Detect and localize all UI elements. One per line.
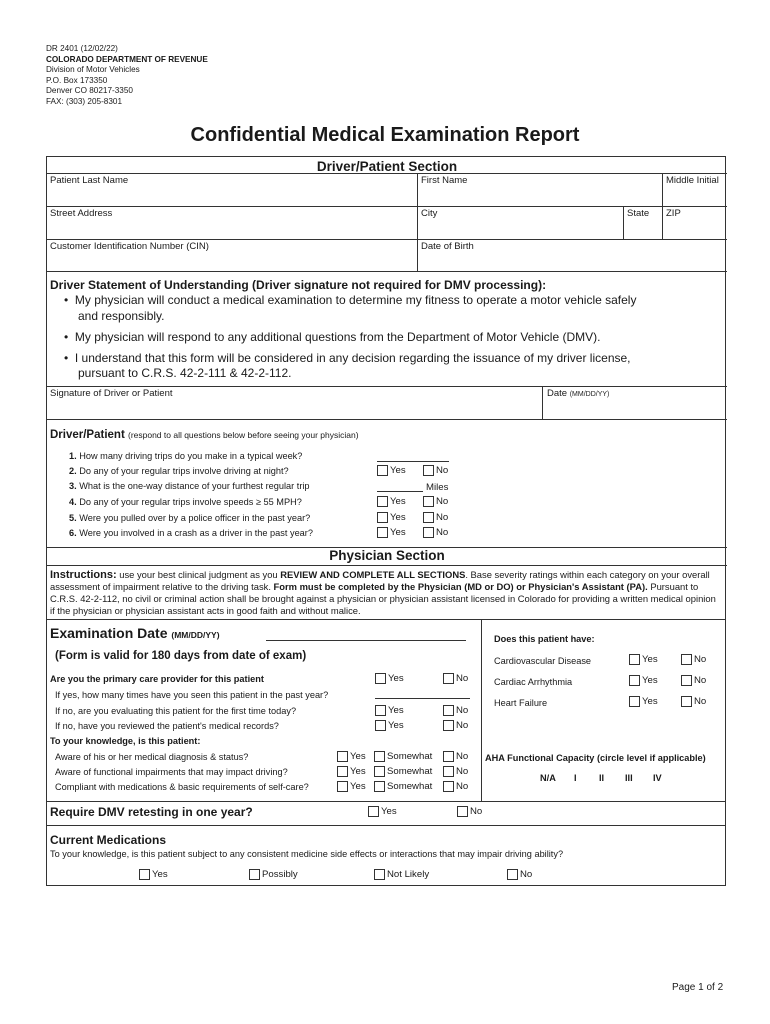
aware-diagnosis-question: Aware of his or her medical diagnosis & status?: [55, 752, 249, 762]
option-label: No: [456, 673, 469, 685]
option-label: Yes: [381, 806, 397, 818]
checkbox[interactable]: [337, 751, 348, 762]
first-time-question: If no, are you evaluating this patient for the first time today?: [55, 706, 297, 716]
option-label: No: [436, 512, 449, 524]
city-line: Denver CO 80217-3350: [46, 86, 133, 96]
pcp-question: Are you the primary care provider for this patient: [50, 674, 264, 684]
option-label: Yes: [350, 781, 366, 793]
option-label: Yes: [388, 720, 404, 732]
option-label: Yes: [388, 673, 404, 685]
option-label: No: [456, 781, 469, 793]
checkbox[interactable]: [375, 673, 386, 684]
option-label: No: [694, 675, 707, 687]
statement-text: My physician will respond to any additional questions from the Department of Motor Vehicle (DMV).: [74, 330, 601, 344]
checkbox[interactable]: [681, 675, 692, 686]
checkbox[interactable]: [375, 720, 386, 731]
statement-text: My physician will conduct a medical examination to determine my fitness to operate a motor vehicle safely: [74, 293, 637, 307]
aha-level-iii[interactable]: III: [625, 773, 633, 783]
checkbox[interactable]: [443, 705, 454, 716]
checkbox[interactable]: [139, 869, 150, 880]
divider: [623, 206, 624, 239]
option-label: Yes: [390, 512, 406, 524]
meds-possibly[interactable]: [249, 869, 298, 880]
checkbox[interactable]: [629, 675, 640, 686]
checkbox[interactable]: [443, 766, 454, 777]
checkbox[interactable]: [507, 869, 518, 880]
compliant-somewhat[interactable]: [374, 781, 432, 792]
q2-no[interactable]: [423, 465, 448, 476]
checkbox[interactable]: [337, 781, 348, 792]
middle-initial-label: Middle Initial: [666, 175, 719, 186]
checkbox[interactable]: [423, 465, 434, 476]
q5-yes[interactable]: [377, 512, 406, 523]
cardio-yes[interactable]: [629, 654, 658, 665]
page-number: Page 1 of 2: [672, 982, 724, 993]
checkbox[interactable]: [629, 654, 640, 665]
q4-no[interactable]: [423, 496, 448, 507]
driver-questions-heading: [50, 429, 359, 441]
retest-no[interactable]: [457, 806, 482, 817]
question-number: 2.: [69, 466, 77, 476]
aware-dx-yes[interactable]: [337, 751, 366, 762]
state-label: State: [627, 208, 650, 219]
arrhythmia-yes[interactable]: [629, 675, 658, 686]
department-name: COLORADO DEPARTMENT OF REVENUE: [46, 54, 208, 64]
checkbox[interactable]: [374, 869, 385, 880]
aha-level-ii[interactable]: II: [599, 773, 605, 783]
option-label: No: [470, 806, 483, 818]
checkbox[interactable]: [374, 781, 385, 792]
reviewed-no[interactable]: [443, 720, 468, 731]
aha-heading: AHA Functional Capacity (circle level if applicable): [485, 753, 706, 763]
instructions-label: Instructions:: [50, 569, 117, 581]
divider: [47, 419, 727, 420]
checkbox[interactable]: [629, 696, 640, 707]
date-format: (MM/DD/YY): [569, 391, 610, 398]
aha-level-iv[interactable]: IV: [653, 773, 662, 783]
statement-bullet-3: • I understand that this form will be considered in any decision regarding the issuance of my driver license,: [64, 351, 631, 365]
divider: [417, 173, 418, 271]
option-label: Somewhat: [387, 751, 433, 763]
instructions-text: REVIEW AND COMPLETE ALL SECTIONS: [280, 569, 466, 580]
checkbox[interactable]: [443, 720, 454, 731]
option-label: No: [694, 654, 707, 666]
option-label: Yes: [152, 869, 168, 881]
question-1: [69, 451, 302, 461]
checkbox[interactable]: [377, 496, 388, 507]
option-label: No: [436, 527, 449, 539]
pcp-yes[interactable]: [375, 673, 404, 684]
aware-fi-yes[interactable]: [337, 766, 366, 777]
option-label: Yes: [390, 465, 406, 477]
divider: [47, 565, 727, 566]
option-label: Yes: [390, 527, 406, 539]
trips-answer-line[interactable]: [377, 461, 449, 462]
last-name-label: Patient Last Name: [50, 175, 129, 186]
statement-bullet-2: • My physician will respond to any additional questions from the Department of Motor Vehicle (DMV).: [64, 330, 601, 344]
arrhythmia-no[interactable]: [681, 675, 706, 686]
question-6: [69, 528, 313, 538]
aware-fi-somewhat[interactable]: [374, 766, 432, 777]
heading-note: (respond to all questions below before seeing your physician): [127, 430, 359, 440]
physician-section-heading: Physician Section: [329, 548, 445, 563]
first-time-no[interactable]: [443, 705, 468, 716]
aha-level-na[interactable]: N/A: [540, 773, 556, 783]
checkbox[interactable]: [423, 512, 434, 523]
cin-label: Customer Identification Number (CIN): [50, 241, 209, 252]
division-name: Division of Motor Vehicles: [46, 65, 140, 75]
option-label: No: [456, 751, 469, 763]
first-time-yes[interactable]: [375, 705, 404, 716]
question-number: 6.: [69, 528, 77, 538]
checkbox[interactable]: [368, 806, 379, 817]
compliant-no[interactable]: [443, 781, 468, 792]
meds-not-likely[interactable]: [374, 869, 429, 880]
checkbox[interactable]: [374, 751, 385, 762]
option-label: Somewhat: [387, 781, 433, 793]
divider: [47, 271, 727, 272]
divider: [46, 801, 726, 802]
option-label: Yes: [642, 675, 658, 687]
question-5: [69, 513, 310, 523]
form-id: DR 2401 (12/02/22): [46, 44, 118, 53]
checkbox[interactable]: [457, 806, 468, 817]
medications-question: To your knowledge, is this patient subject to any consistent medicine side effects or interactions that may impair driving ability?: [50, 849, 564, 859]
question-text: Were you pulled over by a police officer in the past year?: [79, 513, 311, 523]
q6-yes[interactable]: [377, 527, 406, 538]
distance-answer-line[interactable]: [377, 491, 423, 492]
statement-bullet-1: • My physician will conduct a medical examination to determine my fitness to operate a motor vehicle safely: [64, 293, 637, 307]
divider: [46, 619, 726, 620]
option-label: Yes: [388, 705, 404, 717]
option-label: Yes: [642, 696, 658, 708]
street-label: Street Address: [50, 208, 113, 219]
divider: [47, 173, 727, 174]
option-label: Yes: [350, 751, 366, 763]
instructions-text: Form must be completed by the Physician (MD or DO) or Physician's Assistant (PA).: [273, 581, 648, 592]
form-header: [46, 44, 208, 108]
checkbox[interactable]: [375, 705, 386, 716]
option-label: Possibly: [262, 869, 298, 881]
question-text: Do any of your regular trips involve driving at night?: [79, 466, 289, 476]
po-box: P.O. Box 173350: [46, 75, 108, 85]
question-number: 4.: [69, 497, 77, 507]
divider: [662, 173, 663, 206]
aware-fi-no[interactable]: [443, 766, 468, 777]
divider: [46, 825, 726, 826]
checkbox[interactable]: [423, 496, 434, 507]
option-label: No: [436, 496, 449, 508]
exam-date-label: [50, 625, 220, 641]
question-number: 3.: [69, 481, 77, 491]
times-seen-input[interactable]: [375, 698, 470, 699]
checkbox[interactable]: [681, 654, 692, 665]
retest-question: Require DMV retesting in one year?: [50, 805, 253, 819]
cardio-no[interactable]: [681, 654, 706, 665]
divider: [481, 619, 482, 801]
question-3: [69, 481, 310, 491]
divider: [542, 386, 543, 419]
option-label: Yes: [390, 496, 406, 508]
heart-failure-label: Heart Failure: [494, 698, 548, 708]
checkbox[interactable]: [377, 465, 388, 476]
statement-heading: Driver Statement of Understanding (Driver signature not required for DMV processing):: [50, 278, 547, 292]
option-label: No: [456, 720, 469, 732]
does-have-heading: Does this patient have:: [494, 634, 595, 644]
reviewed-yes[interactable]: [375, 720, 404, 731]
checkbox[interactable]: [443, 751, 454, 762]
option-label: No: [436, 465, 449, 477]
divider: [47, 206, 727, 207]
checkbox[interactable]: [681, 696, 692, 707]
aware-impairment-question: Aware of functional impairments that may impact driving?: [55, 767, 288, 777]
instructions-text: Pursuant to C.R.S. 42-2-112, no civil or criminal action shall be brought against a physician or physician assistant licensed in Colorado for providing a written medical opinion if the physician or physician assistant acts in good faith and without malice.: [50, 581, 716, 616]
heart-failure-yes[interactable]: [629, 696, 658, 707]
exam-date-format: (MM/DD/YY): [171, 630, 220, 640]
question-text: Do any of your regular trips involve speeds ≥ 55 MPH?: [79, 497, 302, 507]
option-label: No: [520, 869, 533, 881]
cardio-label: Cardiovascular Disease: [494, 656, 592, 666]
option-label: No: [456, 705, 469, 717]
checkbox[interactable]: [443, 673, 454, 684]
q6-no[interactable]: [423, 527, 448, 538]
instructions-text: . Base severity ratings within each category on your overall assessment of impairment relative to the driving task.: [50, 569, 710, 592]
checkbox[interactable]: [374, 766, 385, 777]
statement-bullet-1-cont: and responsibly.: [78, 309, 165, 323]
checkbox[interactable]: [249, 869, 260, 880]
zip-label: ZIP: [666, 208, 681, 219]
retest-yes[interactable]: [368, 806, 397, 817]
option-label: Not Likely: [387, 869, 430, 881]
times-seen-question: If yes, how many times have you seen this patient in the past year?: [55, 690, 329, 700]
city-label: City: [421, 208, 438, 219]
page-title: Confidential Medical Examination Report: [190, 124, 580, 146]
compliant-question: Compliant with medications & basic requirements of self-care?: [55, 782, 309, 792]
knowledge-heading: To your knowledge, is this patient:: [50, 736, 201, 746]
reviewed-records-question: If no, have you reviewed the patient's medical records?: [55, 721, 279, 731]
statement-text: I understand that this form will be considered in any decision regarding the issuance of my driver license,: [74, 351, 631, 365]
meds-yes[interactable]: [139, 869, 168, 880]
checkbox[interactable]: [377, 527, 388, 538]
signature-label: Signature of Driver or Patient: [50, 388, 173, 399]
dob-label: Date of Birth: [421, 241, 474, 252]
exam-date-text: Examination Date: [50, 625, 168, 641]
option-label: No: [694, 696, 707, 708]
heading-text: Driver/Patient: [50, 429, 125, 441]
option-label: No: [456, 766, 469, 778]
date-text: Date: [547, 388, 568, 399]
driver-section-heading: Driver/Patient Section: [316, 159, 458, 174]
question-2: [69, 466, 289, 476]
miles-label: Miles: [426, 482, 449, 493]
q4-yes[interactable]: [377, 496, 406, 507]
option-label: Yes: [642, 654, 658, 666]
signature-date-label: [547, 388, 609, 399]
checkbox[interactable]: [443, 781, 454, 792]
question-4: [69, 497, 302, 507]
question-number: 1.: [69, 451, 77, 461]
question-number: 5.: [69, 513, 77, 523]
question-text: How many driving trips do you make in a typical week?: [79, 451, 303, 461]
meds-no[interactable]: [507, 869, 532, 880]
q5-no[interactable]: [423, 512, 448, 523]
pcp-no[interactable]: [443, 673, 468, 684]
first-name-label: First Name: [421, 175, 468, 186]
heart-failure-no[interactable]: [681, 696, 706, 707]
checkbox[interactable]: [337, 766, 348, 777]
aware-dx-somewhat[interactable]: [374, 751, 432, 762]
medications-heading: Current Medications: [50, 833, 167, 847]
question-text: Were you involved in a crash as a driver in the past year?: [79, 528, 313, 538]
divider: [47, 239, 727, 240]
aha-level-i[interactable]: I: [574, 773, 577, 783]
divider: [47, 386, 727, 387]
option-label: Yes: [350, 766, 366, 778]
instructions-text: use your best clinical judgment as you: [116, 569, 281, 580]
fax-number: FAX: (303) 205-8301: [46, 96, 123, 106]
question-text: What is the one-way distance of your furthest regular trip: [79, 481, 310, 491]
option-label: Somewhat: [387, 766, 433, 778]
validity-note: (Form is valid for 180 days from date of exam): [55, 650, 307, 662]
checkbox[interactable]: [377, 512, 388, 523]
aware-dx-no[interactable]: [443, 751, 468, 762]
instructions-paragraph: [50, 569, 722, 617]
statement-bullet-3-cont: pursuant to C.R.S. 42-2-111 & 42-2-112.: [78, 366, 292, 380]
checkbox[interactable]: [423, 527, 434, 538]
arrhythmia-label: Cardiac Arrhythmia: [494, 677, 573, 687]
exam-date-input[interactable]: [266, 640, 466, 641]
q2-yes[interactable]: [377, 465, 406, 476]
divider: [662, 206, 663, 239]
compliant-yes[interactable]: [337, 781, 366, 792]
